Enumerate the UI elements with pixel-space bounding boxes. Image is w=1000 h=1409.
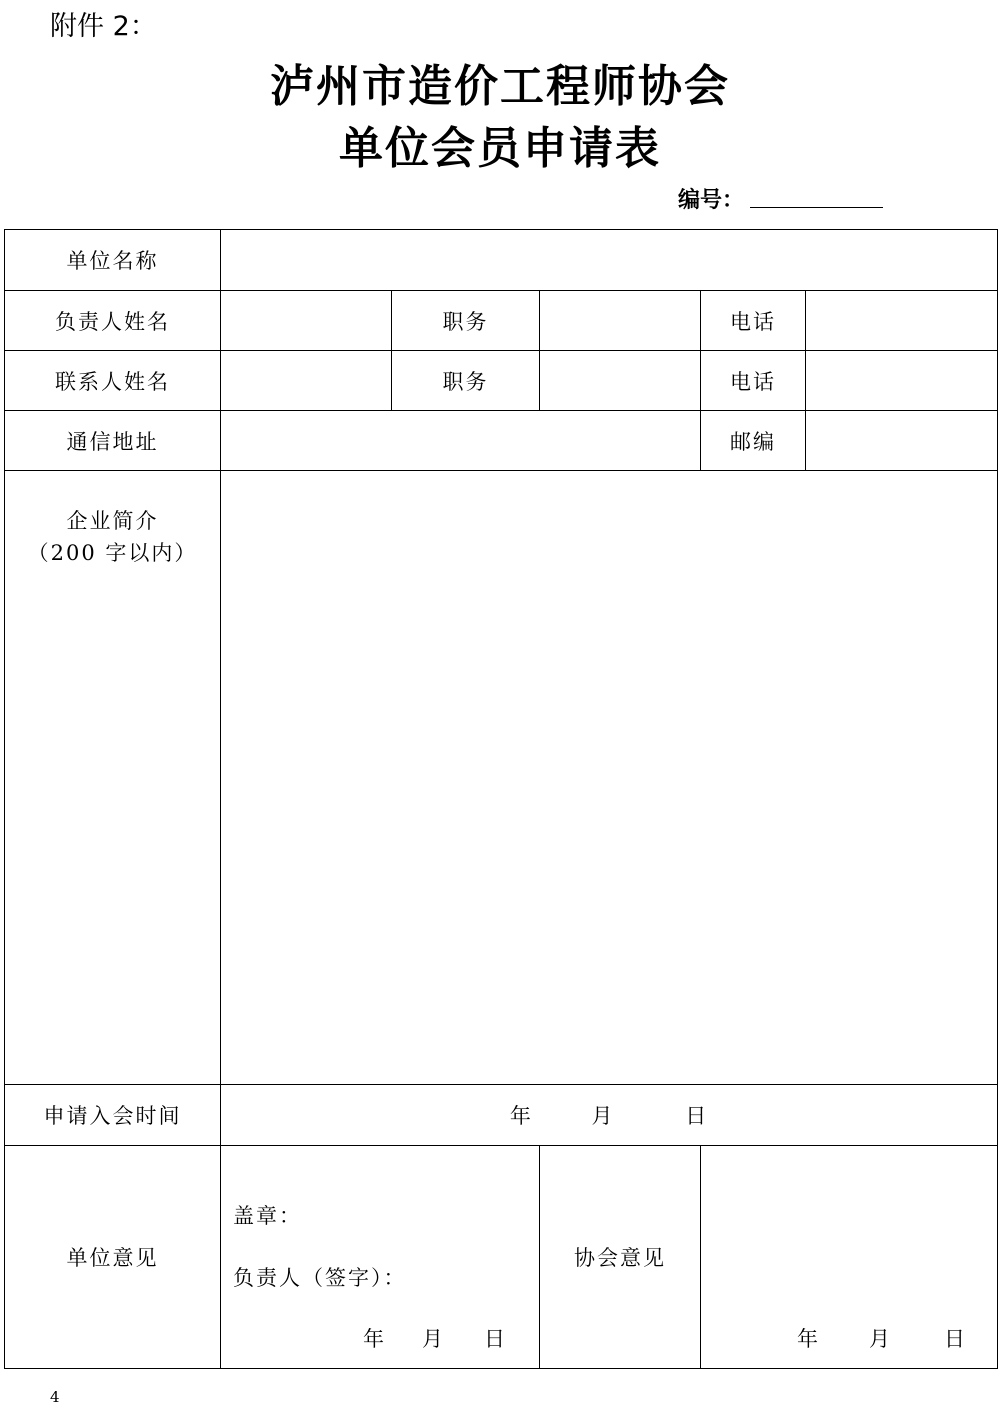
contact-phone-label: 电话 — [701, 351, 806, 411]
leader-sign-label: 负责人（签字）： — [233, 1266, 407, 1290]
unit-opinion-year: 年 — [363, 1327, 386, 1351]
assoc-opinion-label: 协会意见 — [540, 1146, 701, 1369]
intro-label-line1: 企业简介 — [66, 509, 159, 533]
apply-month: 月 — [591, 1104, 615, 1128]
application-form — [4, 229, 998, 1369]
assoc-opinion-year: 年 — [797, 1327, 820, 1351]
title-line-2: 单位会员申请表 — [339, 123, 661, 174]
page-number: 4 — [50, 1388, 60, 1406]
leader-phone-label: 电话 — [701, 291, 806, 351]
leader-position-label: 职务 — [392, 291, 540, 351]
leader-name-field[interactable] — [221, 291, 392, 351]
stamp-label: 盖章： — [233, 1204, 302, 1228]
intro-label — [5, 471, 221, 1085]
apply-time-field[interactable] — [221, 1085, 998, 1146]
intro-field[interactable] — [221, 471, 998, 1085]
assoc-opinion-field[interactable] — [701, 1146, 998, 1369]
attachment-label: 附件 2： — [50, 11, 157, 42]
address-label: 通信地址 — [5, 411, 221, 471]
leader-phone-field[interactable] — [806, 291, 998, 351]
address-field[interactable] — [221, 411, 701, 471]
contact-position-label: 职务 — [392, 351, 540, 411]
intro-label-line2: （200 字以内） — [27, 541, 198, 565]
assoc-opinion-day: 日 — [944, 1327, 967, 1351]
contact-name-field[interactable] — [221, 351, 392, 411]
title-line-1: 泸州市造价工程师协会 — [270, 61, 730, 112]
unit-name-label: 单位名称 — [5, 230, 221, 291]
postcode-label: 邮编 — [701, 411, 806, 471]
unit-opinion-day: 日 — [484, 1327, 507, 1351]
unit-opinion-field[interactable] — [221, 1146, 540, 1369]
contact-phone-field[interactable] — [806, 351, 998, 411]
leader-position-field[interactable] — [540, 291, 701, 351]
contact-name-label: 联系人姓名 — [5, 351, 221, 411]
serial-blank[interactable] — [750, 207, 883, 208]
unit-name-field[interactable] — [221, 230, 998, 291]
contact-position-field[interactable] — [540, 351, 701, 411]
apply-year: 年 — [509, 1104, 533, 1128]
apply-time-label: 申请入会时间 — [5, 1085, 221, 1146]
apply-day: 日 — [685, 1104, 709, 1128]
postcode-field[interactable] — [806, 411, 998, 471]
leader-name-label: 负责人姓名 — [5, 291, 221, 351]
unit-opinion-label: 单位意见 — [5, 1146, 221, 1369]
unit-opinion-month: 月 — [422, 1327, 445, 1351]
assoc-opinion-month: 月 — [869, 1327, 892, 1351]
serial-label: 编号： — [678, 188, 745, 213]
